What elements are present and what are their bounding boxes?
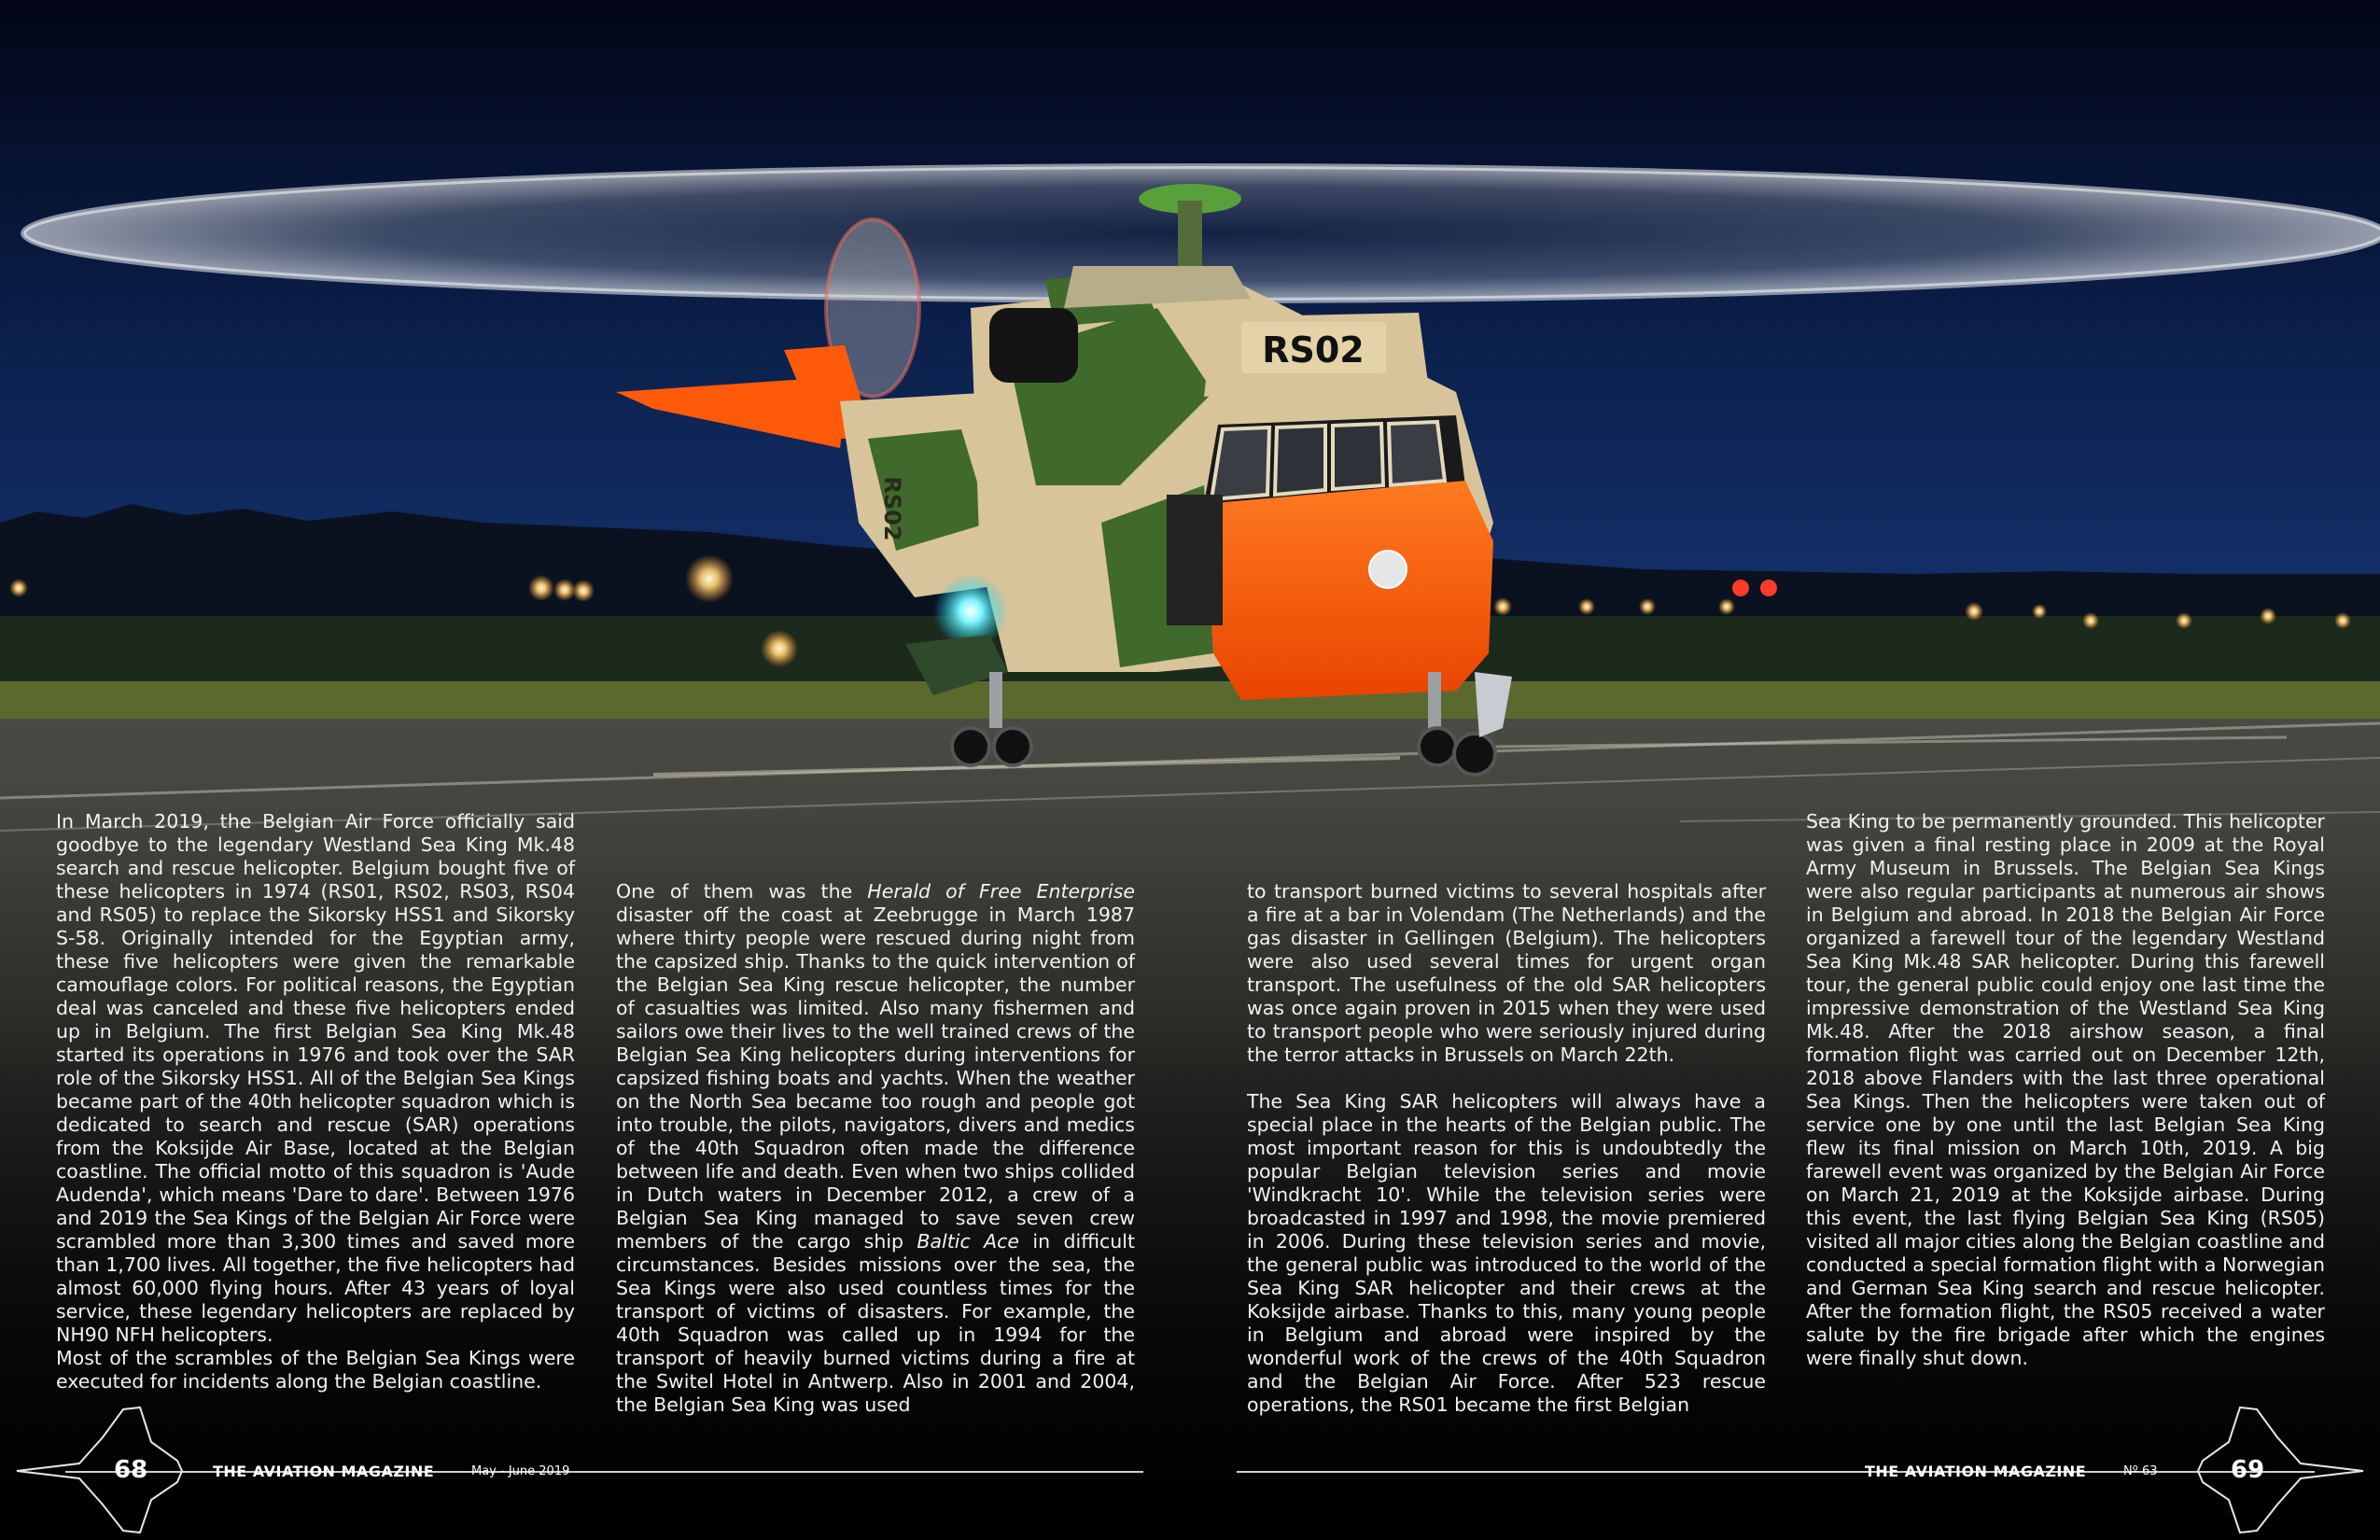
left-page-number: 68 (114, 1456, 148, 1484)
right-issue-number: Nº 63 (2123, 1464, 2158, 1478)
col3-paragraph-2: The Sea King SAR helicopters will always have a special place in the hearts of the Belgian public. The most important reason for this is undoubtedly the popular Belgian television series and movie 'Windkracht 10'. While the television series were broadcasted in 1997 and 1998, the movie premiered in 2006. During these television series and movie, the general public was introduced to the world of the Sea King SAR helicopter and their crews at the Koksijde airbase. Thanks to this, many young people in Belgium and abroad were inspired by the wonderful work of the crews of the 40th Squadron and the Belgian Air Force. After 523 rescue operations, the RS01 became the first Belgian (1247, 1090, 1766, 1416)
col3-paragraph-1: to transport burned victims to several hospitals after a fire at a bar in Volendam (The Netherlands) and the gas disaster in Gellingen (Belgium). The helicopters were also used several times for urgent organ transport. The usefulness of the old SAR helicopters was once again proven in 2015 when they were used to transport people who were seriously injured during the terror attacks in Brussels on March 22th. (1247, 880, 1766, 1066)
col4-paragraph-1: Sea King to be permanently grounded. This helicopter was given a final resting place in 2009 at the Royal Army Museum in Brussels. The Belgian Sea Kings were also regular participants at numerous air shows in Belgium and abroad. In 2018 the Belgian Air Force organized a farewell tour of the legendary Westland Sea King Mk.48 SAR helicopter. During this farewell tour, the general public could enjoy one last time the impressive demonstration of the Westland Sea King Mk.48. After the 2018 airshow season, a final formation flight was carried out on December 12th, 2018 above Flanders with the last three operational Sea Kings. Then the helicopters were taken out of service one by one until the last Belgian Sea King flew its final mission on March 10th, 2019. A big farewell event was organized by the Belgian Air Force on March 21, 2019 at the Koksijde airbase. During this event, the last flying Belgian Sea King (RS05) visited all major cities along the Belgian coastline and conducted a special formation flight with a Norwegian and German Sea King search and rescue helicopter. After the formation flight, the RS05 received a water salute by the fire brigade after which the engines were finally shut down. (1806, 810, 2325, 1369)
col2-text-3: in difficult circumstances. Besides missions over the sea, the Sea Kings were also used countless times for the transport of victims of disasters. For example, the 40th Squadron was called up in 1994 for the transport of heavily burned victims during a fire at the Switel Hotel in Antwerp. Also in 2001 and 2004, the Belgian Sea King was used (616, 1230, 1136, 1416)
side-code-text: RS02 (879, 476, 905, 541)
right-page-number: 69 (2231, 1456, 2265, 1484)
col2-text-2: disaster off the coast at Zeebrugge in March 1987 where thirty people were rescued during night from the capsized ship. Thanks to the quick intervention of the Belgian Sea King rescue helicopter, the number of casualties was limited. Also many fishermen and sailors owe their lives to the well trained crews of the Belgian Sea King helicopters during interventions for capsized fishing boats and yachts. When the weather on the North Sea became too rough and people got into trouble, the pilots, navigators, divers and medics of the 40th Squadron often made the difference between life and death. Even when two ships collided in Dutch waters in December 2012, a crew of a Belgian Sea King managed to save seven crew members of the cargo ship (616, 903, 1135, 1253)
left-magazine-name: THE AVIATION MAGAZINE (213, 1463, 435, 1480)
col1-paragraph-1: In March 2019, the Belgian Air Force officially said goodbye to the legendary Westland Sea King Mk.48 search and rescue helicopter. Belgium bought five of these helicopters in 1974 (RS01, RS02, RS03, RS04 and RS05) to replace the Sikorsky HSS1 and Sikorsky S-58. Originally intended for the Egyptian army, these five helicopters were given the remarkable camouflage colors. For political reasons, the Egyptian deal was canceled and these five helicopters ended up in Belgium. The first Belgian Sea King Mk.48 started its operations in 1976 and took over the SAR role of the Sikorsky HSS1. All of the Belgian Sea Kings became part of the 40th helicopter squadron which is dedicated to search and rescue (SAR) operations from the Koksijde Air Base, located at the Belgian coastline. The official motto of this squadron is 'Aude Audenda', which means 'Dare to dare'. Between 1976 and 2019 the Sea Kings of the Belgian Air Force were scrambled more than 3,300 times and saved more than 1,700 lives. All together, the five helicopters had almost 60,000 flying hours. After 43 years of loyal service, these legendary helicopters are replaced by NH90 NFH helicopters. (56, 810, 575, 1346)
article-column-2 (616, 880, 1135, 1417)
article-column-4 (1806, 810, 2325, 1370)
article-column-3 (1247, 880, 1766, 1417)
left-issue-date: May - June 2019 (471, 1464, 570, 1478)
col2-text-1: One of them was the (616, 880, 868, 903)
ship-name-baltic-ace: Baltic Ace (917, 1230, 1020, 1253)
col1-paragraph-2: Most of the scrambles of the Belgian Sea Kings were executed for incidents along the Belgian coastline. (56, 1347, 575, 1393)
tail-code-text: RS02 (1262, 329, 1365, 371)
ship-name-herald: Herald of Free Enterprise (867, 880, 1135, 903)
article-column-1 (56, 810, 575, 1393)
col2-paragraph (616, 880, 1135, 1417)
right-magazine-name: THE AVIATION MAGAZINE (1865, 1463, 2087, 1480)
